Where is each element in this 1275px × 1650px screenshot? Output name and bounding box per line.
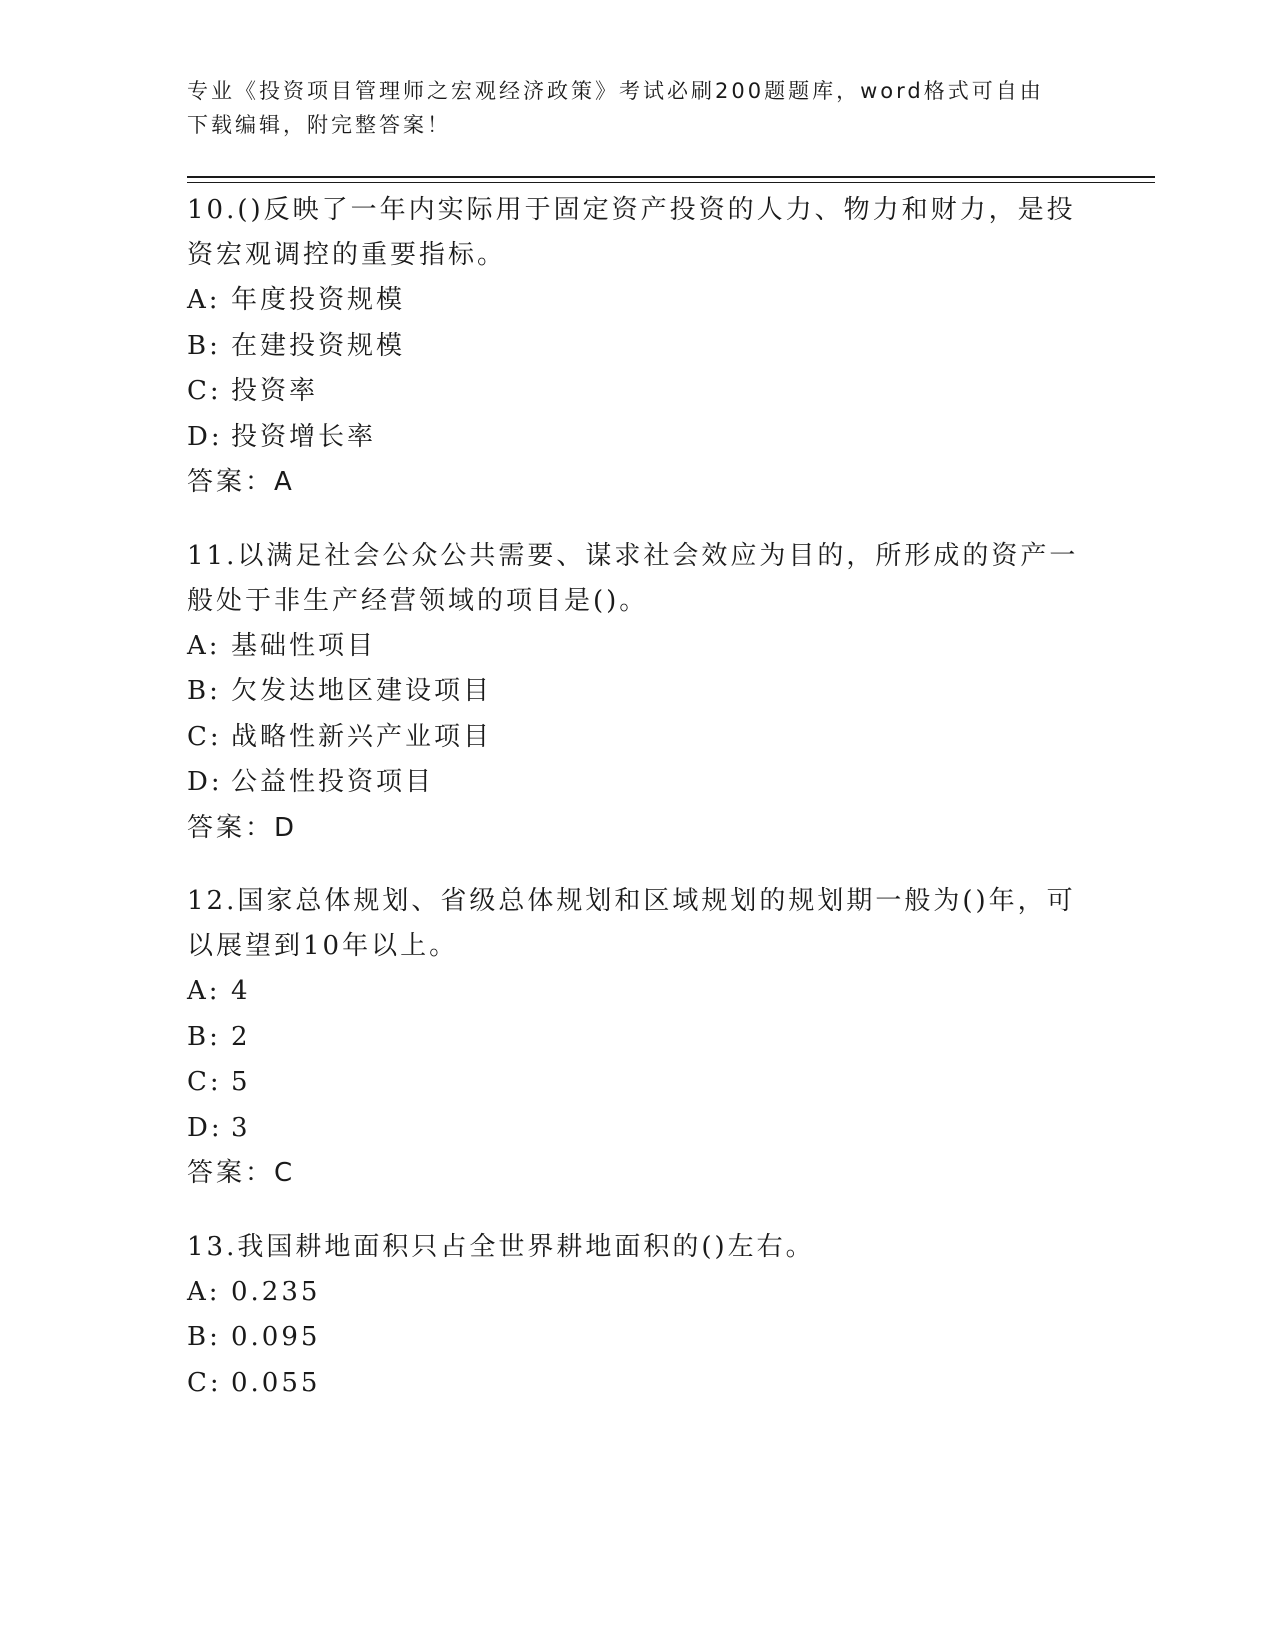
option-label: B: bbox=[187, 1322, 221, 1352]
option-text: 公益性投资项目 bbox=[231, 767, 435, 797]
header-line-2: 下载编辑，附完整答案！ bbox=[187, 113, 451, 137]
option-text: 0.235 bbox=[231, 1276, 321, 1307]
option-text: 在建投资规模 bbox=[231, 330, 406, 361]
option-label: C: bbox=[187, 376, 222, 406]
option-text: 投资率 bbox=[231, 376, 319, 406]
option-text: 0.055 bbox=[231, 1367, 321, 1398]
option-label: C: bbox=[187, 721, 222, 752]
option-label: C: bbox=[187, 1067, 222, 1097]
option-b bbox=[187, 1015, 1087, 1061]
option-label: C: bbox=[187, 1367, 222, 1398]
option-text: 3 bbox=[231, 1112, 251, 1143]
option-text: 5 bbox=[231, 1067, 251, 1097]
answer-line: 答案：D bbox=[187, 812, 298, 843]
option-c bbox=[187, 369, 1087, 415]
option-label: A: bbox=[187, 630, 221, 661]
question-12 bbox=[187, 879, 1087, 1197]
question-stem-line-1: 10.()反映了一年内实际用于固定资产投资的人力、物力和财力，是投 bbox=[187, 195, 1076, 225]
option-label: A: bbox=[187, 1276, 221, 1307]
option-d bbox=[187, 760, 1087, 806]
question-11 bbox=[187, 534, 1087, 852]
option-label: B: bbox=[187, 676, 221, 706]
option-label: D: bbox=[187, 421, 223, 452]
header-divider-thin bbox=[187, 182, 1155, 183]
option-c bbox=[187, 715, 1087, 761]
option-text: 基础性项目 bbox=[231, 630, 377, 661]
question-stem-line-1: 12.国家总体规划、省级总体规划和区域规划的规划期一般为()年，可 bbox=[187, 886, 1076, 916]
question-stem-line-2: 般处于非生产经营领域的项目是()。 bbox=[187, 585, 649, 616]
question-stem-line-2: 资宏观调控的重要指标。 bbox=[187, 240, 507, 270]
question-stem-line-1: 11.以满足社会公众公共需要、谋求社会效应为目的，所形成的资产一 bbox=[187, 540, 1079, 571]
option-label: B: bbox=[187, 1021, 221, 1052]
option-a bbox=[187, 624, 1087, 670]
option-label: D: bbox=[187, 1112, 223, 1143]
option-label: A: bbox=[187, 285, 221, 315]
option-a bbox=[187, 969, 1087, 1015]
question-stem-line-2: 以展望到10年以上。 bbox=[187, 931, 459, 961]
option-label: A: bbox=[187, 976, 221, 1006]
option-label: D: bbox=[187, 767, 223, 797]
document-header bbox=[187, 74, 1067, 142]
option-b bbox=[187, 1315, 1087, 1361]
question-stem-line-1: 13.我国耕地面积只占全世界耕地面积的()左右。 bbox=[187, 1231, 815, 1262]
question-10 bbox=[187, 188, 1087, 506]
answer-line: 答案：A bbox=[187, 467, 295, 497]
option-b bbox=[187, 324, 1087, 370]
option-c bbox=[187, 1060, 1087, 1106]
option-c bbox=[187, 1361, 1087, 1407]
option-text: 投资增长率 bbox=[231, 421, 377, 452]
option-d bbox=[187, 1106, 1087, 1152]
option-text: 年度投资规模 bbox=[231, 285, 406, 315]
question-13 bbox=[187, 1225, 1087, 1407]
option-a bbox=[187, 278, 1087, 324]
question-list bbox=[187, 188, 1087, 1434]
option-text: 0.095 bbox=[231, 1322, 321, 1352]
option-label: B: bbox=[187, 330, 221, 361]
header-line-1: 专业《投资项目管理师之宏观经济政策》考试必刷200题题库，word格式可自由 bbox=[187, 79, 1044, 103]
option-b bbox=[187, 669, 1087, 715]
option-a bbox=[187, 1270, 1087, 1316]
answer-line: 答案：C bbox=[187, 1158, 296, 1188]
option-text: 欠发达地区建设项目 bbox=[231, 676, 493, 706]
header-divider-thick bbox=[187, 176, 1155, 178]
option-text: 战略性新兴产业项目 bbox=[231, 721, 493, 752]
option-text: 4 bbox=[231, 976, 251, 1006]
option-text: 2 bbox=[231, 1021, 251, 1052]
option-d bbox=[187, 415, 1087, 461]
